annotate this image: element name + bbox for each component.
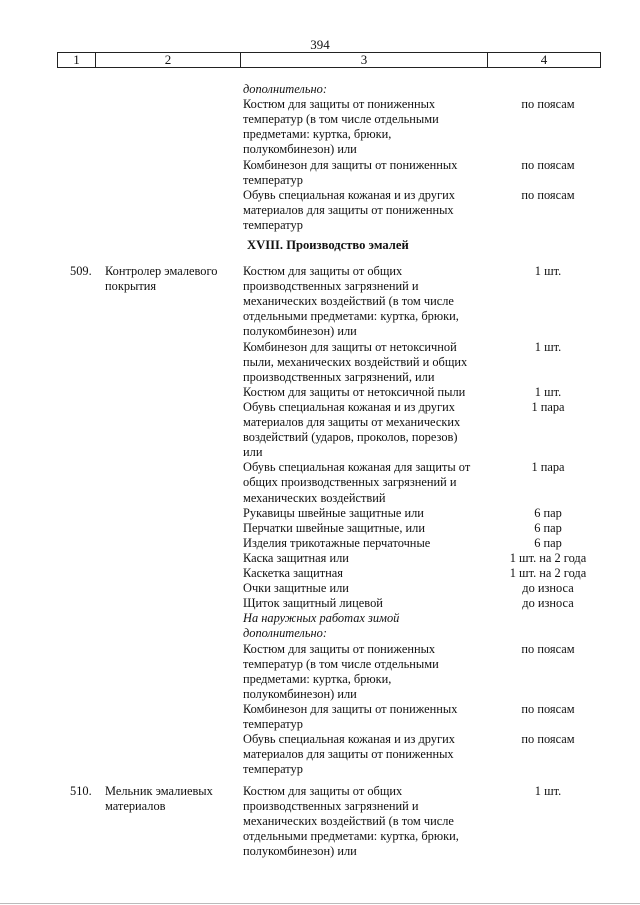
quantity-norm: 1 пара: [531, 460, 565, 475]
item-line: Щиток защитный лицевой: [243, 596, 383, 611]
item-line: материалов для защиты от механических: [243, 415, 461, 429]
item-line: температур: [243, 217, 303, 232]
quantity-norm: 1 шт.: [534, 339, 562, 354]
quantity-norm: 1 шт. на 2 года: [509, 550, 587, 565]
item-line: Обувь специальная кожаная для защиты от: [243, 460, 471, 475]
item-line: Костюм для защиты от пониженных: [243, 641, 436, 656]
quantity-norm: по поясам: [521, 97, 575, 112]
quantity-norm: по поясам: [521, 732, 575, 747]
item-line: Рукавицы швейные защитные или: [243, 505, 424, 520]
item-line: материалов для защиты от пониженных: [243, 202, 454, 217]
entry-number: 509.: [70, 264, 92, 278]
item-line: температур (в том числе отдельными: [243, 112, 439, 127]
quantity-norm: 1 пара: [531, 399, 565, 414]
item-line: Обувь специальная кожаная и из других: [243, 399, 455, 414]
item-line: Костюм для защиты от нетоксичной пыли: [243, 384, 466, 399]
item-line: полукомбинезон) или: [243, 844, 357, 859]
item-line: температур: [243, 762, 303, 777]
profession-title: материалов: [105, 799, 166, 814]
item-line: Изделия трикотажные перчаточные: [243, 535, 431, 550]
item-line: Каска защитная или: [243, 550, 349, 565]
item-line: Комбинезон для защиты от пониженных: [243, 157, 458, 172]
quantity-norm: 1 шт.: [534, 384, 562, 399]
item-line: температур: [243, 172, 303, 187]
item-line: материалов для защиты от пониженных: [243, 747, 454, 762]
table-header: [57, 52, 601, 68]
item-line: дополнительно:: [243, 626, 327, 641]
item-line: полукомбинезон) или: [243, 324, 357, 339]
item-line: температур (в том числе отдельными: [243, 656, 439, 671]
item-line: Костюм для защиты от пониженных: [243, 97, 436, 112]
item-line: Обувь специальная кожаная и из других: [243, 732, 455, 747]
item-line: Перчатки швейные защитные, или: [243, 520, 425, 535]
quantity-norm: по поясам: [521, 641, 575, 656]
item-line: Комбинезон для защиты от пониженных: [243, 701, 458, 716]
item-line: механических воздействий: [243, 490, 386, 505]
column-header-1: 1: [58, 53, 96, 67]
profession-title: Контролер эмалевого: [105, 264, 218, 278]
item-line: пыли, механических воздействий и общих: [243, 354, 468, 369]
item-line: предметами: куртка, брюки,: [243, 671, 392, 686]
section-title: XVIII. Производство эмалей: [247, 238, 409, 252]
column-header-3: 3: [241, 53, 488, 67]
item-line: отдельными предметами: куртка, брюки,: [243, 309, 459, 324]
quantity-norm: 1 шт.: [534, 784, 562, 798]
item-line: полукомбинезон) или: [243, 142, 357, 157]
item-line: полукомбинезон) или: [243, 686, 357, 701]
quantity-norm: 6 пар: [534, 520, 562, 535]
item-line: Костюм для защиты от общих: [243, 784, 403, 798]
item-line: общих производственных загрязнений и: [243, 475, 457, 490]
page-number: 394: [310, 37, 330, 52]
item-line: или: [243, 445, 263, 460]
quantity-norm: 6 пар: [534, 535, 562, 550]
item-line: производственных загрязнений и: [243, 799, 419, 814]
profession-title: Мельник эмалиевых: [105, 784, 213, 798]
item-line: Очки защитные или: [243, 581, 349, 596]
item-line: предметами: куртка, брюки,: [243, 127, 392, 142]
item-line: На наружных работах зимой: [243, 611, 400, 626]
item-line: воздействий (ударов, проколов, порезов): [243, 430, 458, 445]
item-line: температур: [243, 717, 303, 731]
scan-edge-line: [0, 903, 640, 904]
item-line: механических воздействий (в том числе: [243, 294, 454, 309]
quantity-norm: до износа: [522, 596, 574, 611]
column-header-4: 4: [540, 52, 548, 67]
item-line: Комбинезон для защиты от нетоксичной: [243, 339, 457, 354]
column-header-2: 2: [96, 53, 241, 67]
profession-title: покрытия: [105, 279, 157, 294]
quantity-norm: 6 пар: [534, 505, 562, 520]
quantity-norm: по поясам: [521, 157, 575, 172]
quantity-norm: по поясам: [521, 701, 575, 716]
item-line: производственных загрязнений и: [243, 279, 419, 294]
continuation-note: дополнительно:: [243, 82, 327, 96]
quantity-norm: 1 шт.: [534, 264, 562, 278]
quantity-norm: до износа: [522, 581, 574, 596]
quantity-norm: по поясам: [521, 187, 575, 202]
item-line: Обувь специальная кожаная и из других: [243, 187, 455, 202]
item-line: Костюм для защиты от общих: [243, 264, 403, 278]
item-line: механических воздействий (в том числе: [243, 814, 454, 829]
item-line: отдельными предметами: куртка, брюки,: [243, 829, 459, 844]
quantity-norm: 1 шт. на 2 года: [509, 566, 587, 580]
item-line: Каскетка защитная: [243, 566, 343, 580]
item-line: производственных загрязнений, или: [243, 369, 435, 384]
entry-number: 510.: [70, 784, 92, 798]
